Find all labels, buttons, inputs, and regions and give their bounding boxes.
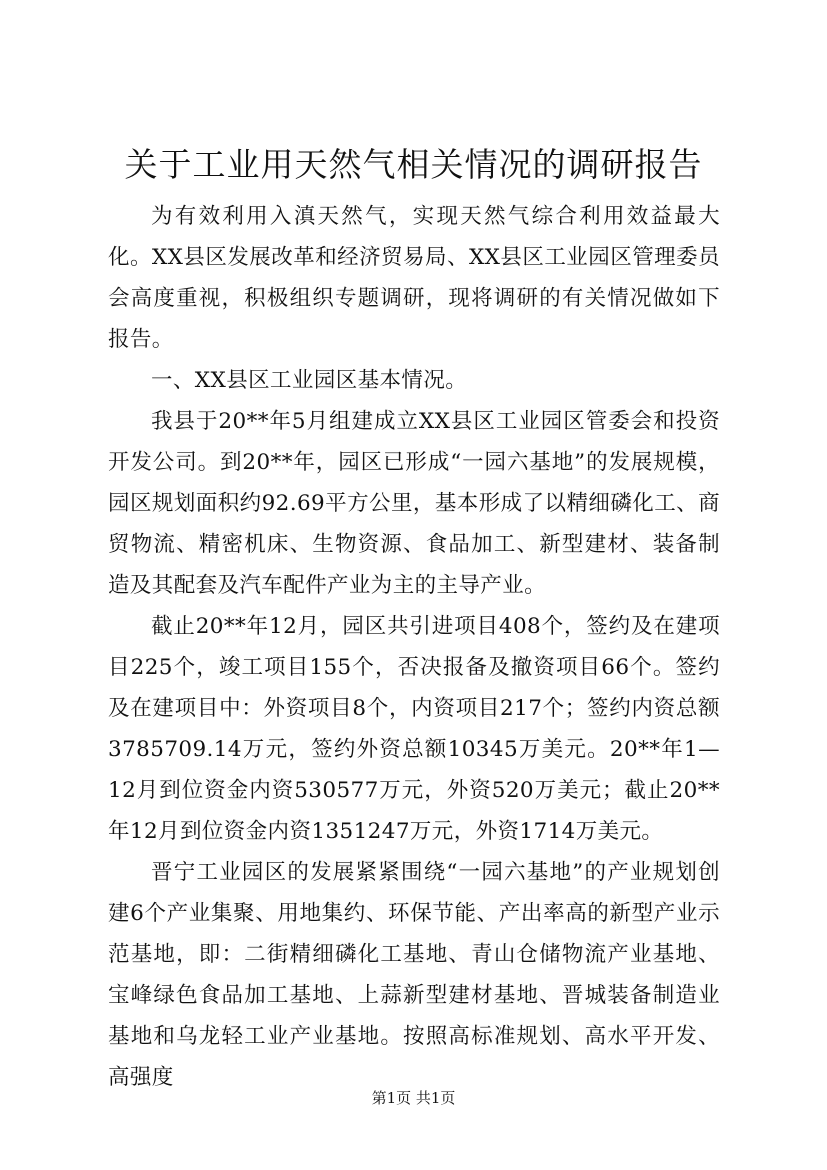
document-title: 关于工业用天然气相关情况的调研报告	[124, 145, 703, 184]
document-body	[108, 196, 720, 1098]
paragraph-section-heading: 一、XX县区工业园区基本情况。	[151, 368, 468, 393]
paragraph-industry-bases: 晋宁工业园区的发展紧紧围绕“一园六基地”的产业规划创建6个产业集聚、用地集约、环保节能、产出率高的新型产业示范基地，即：二街精细磷化工基地、青山仓储物流产业基地、宝峰绿色食品加工基地、上蒜新型建材基地、晋城装备制造业基地和乌龙轻工业产业基地。按照高标准规划、高水平开发、高强度	[108, 860, 720, 1090]
paragraph-project-stats: 截止20**年12月，园区共引进项目408个，签约及在建项目225个，竣工项目155个，否决报备及撤资项目66个。签约及在建项目中：外资项目8个，内资项目217个；签约内资总额3785709.14万元，签约外资总额10345万美元。20**年1—12月到位资金内资530577万元，外资520万美元；截止20**年12月到位资金内资1351247万元，外资1714万美元。	[108, 614, 720, 844]
page-footer: 第1页 共1页	[371, 1089, 456, 1107]
paragraph-park-overview: 我县于20**年5月组建成立XX县区工业园区管委会和投资开发公司。到20**年，园区已形成“一园六基地”的发展规模，园区规划面积约92.69平方公里，基本形成了以精细磷化工、商贸物流、精密机床、生物资源、食品加工、新型建材、装备制造及其配套及汽车配件产业为主的主导产业。	[108, 409, 720, 598]
paragraph-intro: 为有效利用入滇天然气，实现天然气综合利用效益最大化。XX县区发展改革和经济贸易局、XX县区工业园区管理委员会高度重视，积极组织专题调研，现将调研的有关情况做如下报告。	[108, 204, 720, 352]
